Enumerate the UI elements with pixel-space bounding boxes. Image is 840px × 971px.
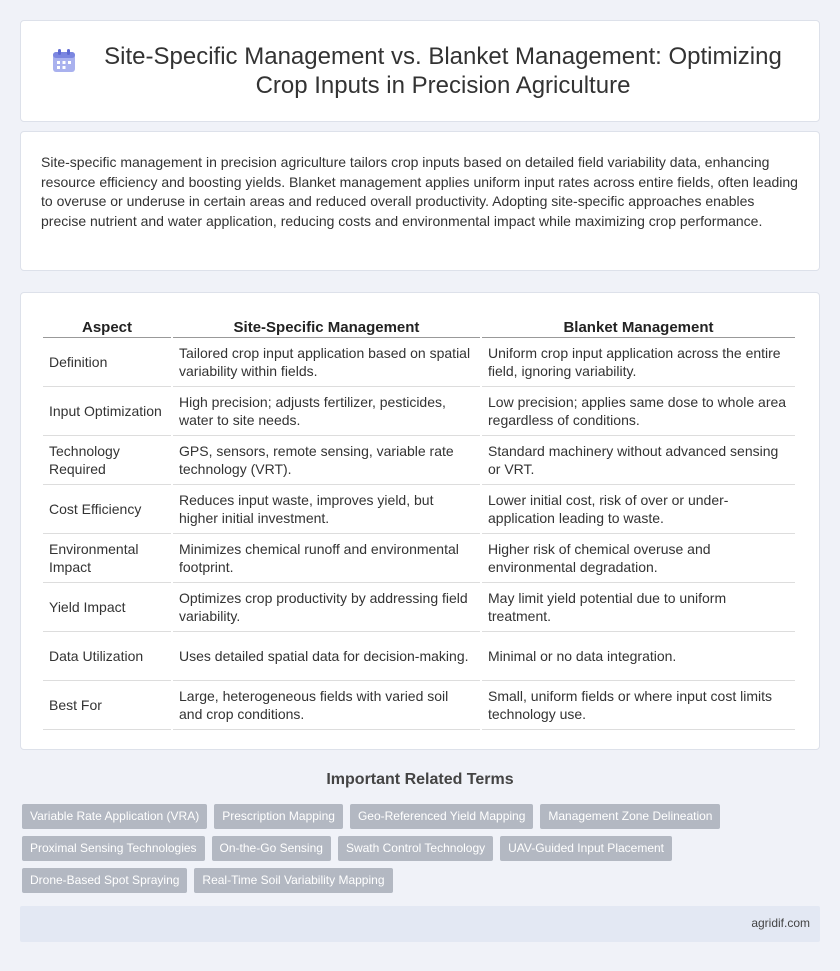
site-specific-cell: Reduces input waste, improves yield, but higher initial investment. — [173, 485, 480, 534]
page-title: Site-Specific Management vs. Blanket Management: Optimizing Crop Inputs in Precision Agriculture — [104, 43, 782, 99]
site-specific-cell: GPS, sensors, remote sensing, variable rate technology (VRT). — [173, 436, 480, 485]
related-term-tag[interactable]: Drone-Based Spot Spraying — [22, 868, 187, 893]
aspect-cell: Definition — [43, 338, 171, 387]
related-term-tag[interactable]: Geo-Referenced Yield Mapping — [350, 804, 533, 829]
table-row — [43, 485, 795, 534]
table-row — [43, 681, 795, 730]
footer-site-link[interactable]: agridif.com — [751, 916, 810, 930]
site-specific-cell: Tailored crop input application based on spatial variability within fields. — [173, 338, 480, 387]
site-specific-cell: Optimizes crop productivity by addressing field variability. — [173, 583, 480, 632]
column-header-site-specific: Site-Specific Management — [173, 316, 480, 338]
intro-card — [20, 131, 820, 271]
related-term-tag[interactable]: Real-Time Soil Variability Mapping — [194, 868, 392, 893]
table-row — [43, 583, 795, 632]
blanket-cell: Uniform crop input application across the entire field, ignoring variability. — [482, 338, 795, 387]
site-specific-cell: Minimizes chemical runoff and environmental footprint. — [173, 534, 480, 583]
site-specific-cell: Uses detailed spatial data for decision-making. — [173, 632, 480, 681]
related-terms-tags — [22, 804, 802, 900]
aspect-cell: Yield Impact — [43, 583, 171, 632]
intro-paragraph: Site-specific management in precision agriculture tailors crop inputs based on detailed field variability data, enhancing resource efficiency and boosting yields. Blanket management applies uniform input rates across entire fields, often leading to overuse or underuse in certain areas and reduced overall productivity. Adopting site-specific approaches enables precise nutrient and water application, reducing costs and environmental impact while maximizing crop performance. — [41, 154, 798, 229]
site-specific-cell: Large, heterogeneous fields with varied soil and crop conditions. — [173, 681, 480, 730]
table-row — [43, 632, 795, 681]
blanket-cell: Minimal or no data integration. — [482, 632, 795, 681]
table-header-row — [43, 316, 795, 338]
aspect-cell: Environmental Impact — [43, 534, 171, 583]
related-term-tag[interactable]: Management Zone Delineation — [540, 804, 720, 829]
blanket-cell: Lower initial cost, risk of over or under-application leading to waste. — [482, 485, 795, 534]
related-term-tag[interactable]: On-the-Go Sensing — [212, 836, 331, 861]
blanket-cell: Higher risk of chemical overuse and environmental degradation. — [482, 534, 795, 583]
table-row — [43, 534, 795, 583]
aspect-cell: Cost Efficiency — [43, 485, 171, 534]
column-header-blanket: Blanket Management — [482, 316, 795, 338]
table-row — [43, 436, 795, 485]
table-row — [43, 338, 795, 387]
site-specific-cell: High precision; adjusts fertilizer, pesticides, water to site needs. — [173, 387, 480, 436]
comparison-table — [41, 316, 797, 730]
aspect-cell: Best For — [43, 681, 171, 730]
column-header-aspect: Aspect — [43, 316, 171, 338]
related-term-tag[interactable]: Proximal Sensing Technologies — [22, 836, 205, 861]
related-term-tag[interactable]: Prescription Mapping — [214, 804, 343, 829]
aspect-cell: Data Utilization — [43, 632, 171, 681]
title-card — [20, 20, 820, 122]
related-term-tag[interactable]: Swath Control Technology — [338, 836, 493, 861]
table-row — [43, 387, 795, 436]
related-term-tag[interactable]: UAV-Guided Input Placement — [500, 836, 672, 861]
blanket-cell: May limit yield potential due to uniform treatment. — [482, 583, 795, 632]
blanket-cell: Low precision; applies same dose to whole area regardless of conditions. — [482, 387, 795, 436]
aspect-cell: Technology Required — [43, 436, 171, 485]
title-wrap — [21, 42, 819, 100]
related-term-tag[interactable]: Variable Rate Application (VRA) — [22, 804, 207, 829]
aspect-cell: Input Optimization — [43, 387, 171, 436]
blanket-cell: Small, uniform fields or where input cost limits technology use. — [482, 681, 795, 730]
footer-bar — [20, 906, 820, 942]
related-terms-heading: Important Related Terms — [326, 771, 514, 788]
blanket-cell: Standard machinery without advanced sensing or VRT. — [482, 436, 795, 485]
comparison-table-card — [20, 292, 820, 750]
calendar-icon — [51, 48, 77, 74]
